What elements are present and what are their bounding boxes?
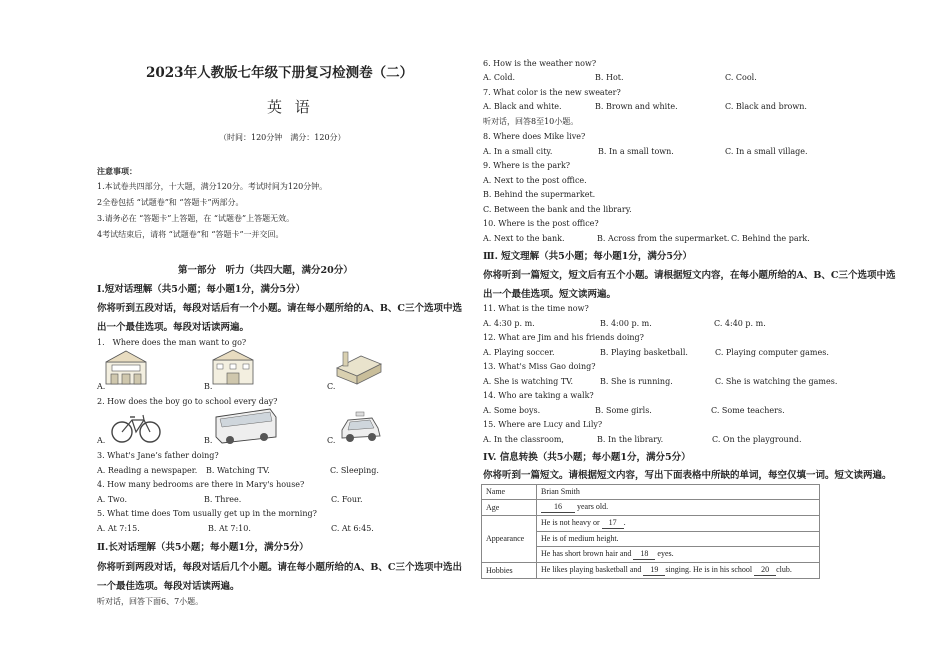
question-1: 1. Where does the man want to go? xyxy=(97,338,247,347)
section-3-instruction: 出一个最佳选项。短文读两遍。 xyxy=(483,289,617,300)
question-6: 6. How is the weather now? xyxy=(483,59,597,68)
option-text: B. Brown and white. xyxy=(595,102,678,111)
option-text: C. Between the bank and the library. xyxy=(483,205,632,214)
question-7: 7. What color is the new sweater? xyxy=(483,88,621,97)
option-text: A. 4:30 p. m. xyxy=(483,319,535,328)
option-text: B. In the library. xyxy=(597,435,664,444)
table-row xyxy=(482,500,820,516)
subject-title: 英 语 xyxy=(267,98,314,116)
answer-blank-20[interactable]: 20 xyxy=(754,565,776,576)
option-text: A. She is watching TV. xyxy=(483,377,574,386)
part-heading: 第一部分 听力（共四大题，满分20分） xyxy=(178,265,353,276)
table-text: He has short brown hair and xyxy=(541,549,632,558)
option-text: A. Next to the bank. xyxy=(483,234,565,243)
table-row xyxy=(482,485,820,500)
table-text: He is not heavy or xyxy=(541,518,600,527)
option-text: A. In the classroom, xyxy=(483,435,564,444)
table-cell-label: Name xyxy=(482,485,537,500)
section-1-heading: Ⅰ.短对话理解（共5小题；每小题1分，满分5分） xyxy=(97,284,306,295)
table-text: singing. He is in his school xyxy=(665,565,753,574)
option-text: C. Sleeping. xyxy=(330,466,379,475)
option-text: C. On the playground. xyxy=(712,435,802,444)
section-2-instruction: 你将听到两段对话，每段对话后几个小题。请在每小题所给的A、B、C三个选项中选出 xyxy=(97,562,462,573)
section-3-heading: Ⅲ. 短文理解（共5小题；每小题1分，满分5分） xyxy=(483,251,693,262)
option-text: A. Cold. xyxy=(483,73,516,82)
question-4: 4. How many bedrooms are there in Mary's house? xyxy=(97,480,305,489)
option-label: A. xyxy=(97,382,106,391)
table-cell-value xyxy=(537,547,820,563)
option-label: C. xyxy=(327,382,336,391)
question-12: 12. What are Jim and his friends doing? xyxy=(483,333,644,342)
option-text: B. Playing basketball. xyxy=(600,348,688,357)
option-text: A. Black and white. xyxy=(483,102,562,111)
table-cell-value xyxy=(537,500,820,516)
section-3-instruction: 你将听到一篇短文，短文后有五个小题。请根据短文内容，在每小题所给的A、B、C三个选项中选 xyxy=(483,270,896,281)
table-cell-label: Appearance xyxy=(482,516,537,563)
question-2: 2. How does the boy go to school every day? xyxy=(97,397,278,406)
taxi-car-icon xyxy=(338,410,382,444)
option-text: A. Two. xyxy=(97,495,127,504)
section-2-heading: Ⅱ.长对话理解（共5小题；每小题1分，满分5分） xyxy=(97,542,309,553)
option-text: B. Watching TV. xyxy=(206,466,270,475)
option-label: B. xyxy=(204,382,213,391)
option-text: B. She is running. xyxy=(600,377,673,386)
table-row xyxy=(482,563,820,579)
question-11: 11. What is the time now? xyxy=(483,304,589,313)
section-1-instruction: 你将听到五段对话，每段对话后有一个小题。请在每小题所给的A、B、C三个选项中选 xyxy=(97,303,462,314)
option-text: C. Some teachers. xyxy=(711,406,785,415)
option-text: A. Playing soccer. xyxy=(483,348,555,357)
option-text: C. She is watching the games. xyxy=(715,377,838,386)
option-text: B. At 7:10. xyxy=(208,524,251,533)
section-2-instruction: 一个最佳选项。每段对话读两遍。 xyxy=(97,581,240,592)
table-text: eyes. xyxy=(657,549,674,558)
section-1-instruction: 出一个最佳选项。每段对话读两遍。 xyxy=(97,322,250,333)
school-building-icon xyxy=(211,348,255,386)
answer-blank-19[interactable]: 19 xyxy=(643,565,665,576)
shop-building-icon xyxy=(104,348,148,386)
table-text: club. xyxy=(776,565,792,574)
table-cell-label: Hobbies xyxy=(482,563,537,579)
option-text: B. Behind the supermarket. xyxy=(483,190,596,199)
info-table xyxy=(481,484,820,579)
table-cell-value xyxy=(537,563,820,579)
answer-blank-17[interactable]: 17 xyxy=(602,518,624,529)
option-text: C. Black and brown. xyxy=(725,102,807,111)
option-label: C. xyxy=(327,436,336,445)
option-label: B. xyxy=(204,436,213,445)
question-3: 3. What's Jane’s father doing? xyxy=(97,451,219,460)
option-text: C. Four. xyxy=(331,495,363,504)
option-text: B. Three. xyxy=(204,495,242,504)
question-5: 5. What time does Tom usually get up in the morning? xyxy=(97,509,317,518)
section-2-lead: 听对话，回答下面6、7小题。 xyxy=(97,597,204,606)
time-note: （时间：120分钟 满分：120分） xyxy=(219,133,346,142)
option-label: A. xyxy=(97,436,106,445)
option-text: B. Across from the supermarket. xyxy=(597,234,730,243)
notice-item: 4考试结束后，请将 “试题卷”和 “答题卡”一并交回。 xyxy=(97,230,284,239)
section-4-instruction: 你将听到一篇短文。请根据短文内容，写出下面表格中所缺的单词，每空仅填一词。短文读两遍。 xyxy=(483,470,892,481)
question-15: 15. Where are Lucy and Lily? xyxy=(483,420,603,429)
answer-blank-18[interactable]: 18 xyxy=(633,549,655,560)
notice-item: 2全卷包括 “试题卷”和 “答题卡”两部分。 xyxy=(97,198,244,207)
option-text: A. In a small city. xyxy=(483,147,553,156)
option-text: B. Hot. xyxy=(595,73,624,82)
table-row xyxy=(482,516,820,532)
table-cell-value: He is of medium height. xyxy=(537,532,820,547)
bus-icon xyxy=(214,407,278,445)
notice-item: 1.本试卷共四部分，十大题，满分120分。考试时间为120分钟。 xyxy=(97,182,328,191)
section-4-heading: IV. 信息转换（共5小题；每小题1分，满分5分） xyxy=(483,452,691,463)
option-text: C. Playing computer games. xyxy=(715,348,829,357)
option-text: B. Some girls. xyxy=(595,406,652,415)
table-cell-value xyxy=(537,516,820,532)
page-title: 2023年人教版七年级下册复习检测卷（二） xyxy=(146,65,414,81)
question-10: 10. Where is the post office? xyxy=(483,219,599,228)
table-text: . xyxy=(623,518,626,527)
answer-blank-16[interactable]: 16 xyxy=(541,502,575,513)
factory-building-icon xyxy=(333,346,385,386)
table-text: years old. xyxy=(577,502,609,511)
table-cell-label: Age xyxy=(482,500,537,516)
table-text: He likes playing basketball and xyxy=(541,565,642,574)
option-text: B. In a small town. xyxy=(598,147,674,156)
option-text: A. Reading a newspaper. xyxy=(97,466,198,475)
notice-item: 3.请务必在 “答题卡”上答题，在 “试题卷”上答题无效。 xyxy=(97,214,295,223)
table-cell-value: Brian Smith xyxy=(537,485,820,500)
option-text: C. 4:40 p. m. xyxy=(714,319,766,328)
notice-heading: 注意事项： xyxy=(97,166,137,176)
option-text: C. In a small village. xyxy=(725,147,808,156)
question-13: 13. What's Miss Gao doing? xyxy=(483,362,596,371)
option-text: C. At 6:45. xyxy=(331,524,374,533)
option-text: A. At 7:15. xyxy=(97,524,140,533)
question-14: 14. Who are taking a walk? xyxy=(483,391,594,400)
option-text: A. Next to the post office. xyxy=(483,176,587,185)
option-text: A. Some boys. xyxy=(483,406,541,415)
question-8: 8. Where does Mike live? xyxy=(483,132,586,141)
option-text: B. 4:00 p. m. xyxy=(600,319,652,328)
question-9: 9. Where is the park? xyxy=(483,161,571,170)
section-2-lead: 听对话，回答8至10小题。 xyxy=(483,117,579,126)
bicycle-icon xyxy=(110,412,162,444)
option-text: C. Cool. xyxy=(725,73,757,82)
option-text: C. Behind the park. xyxy=(731,234,810,243)
